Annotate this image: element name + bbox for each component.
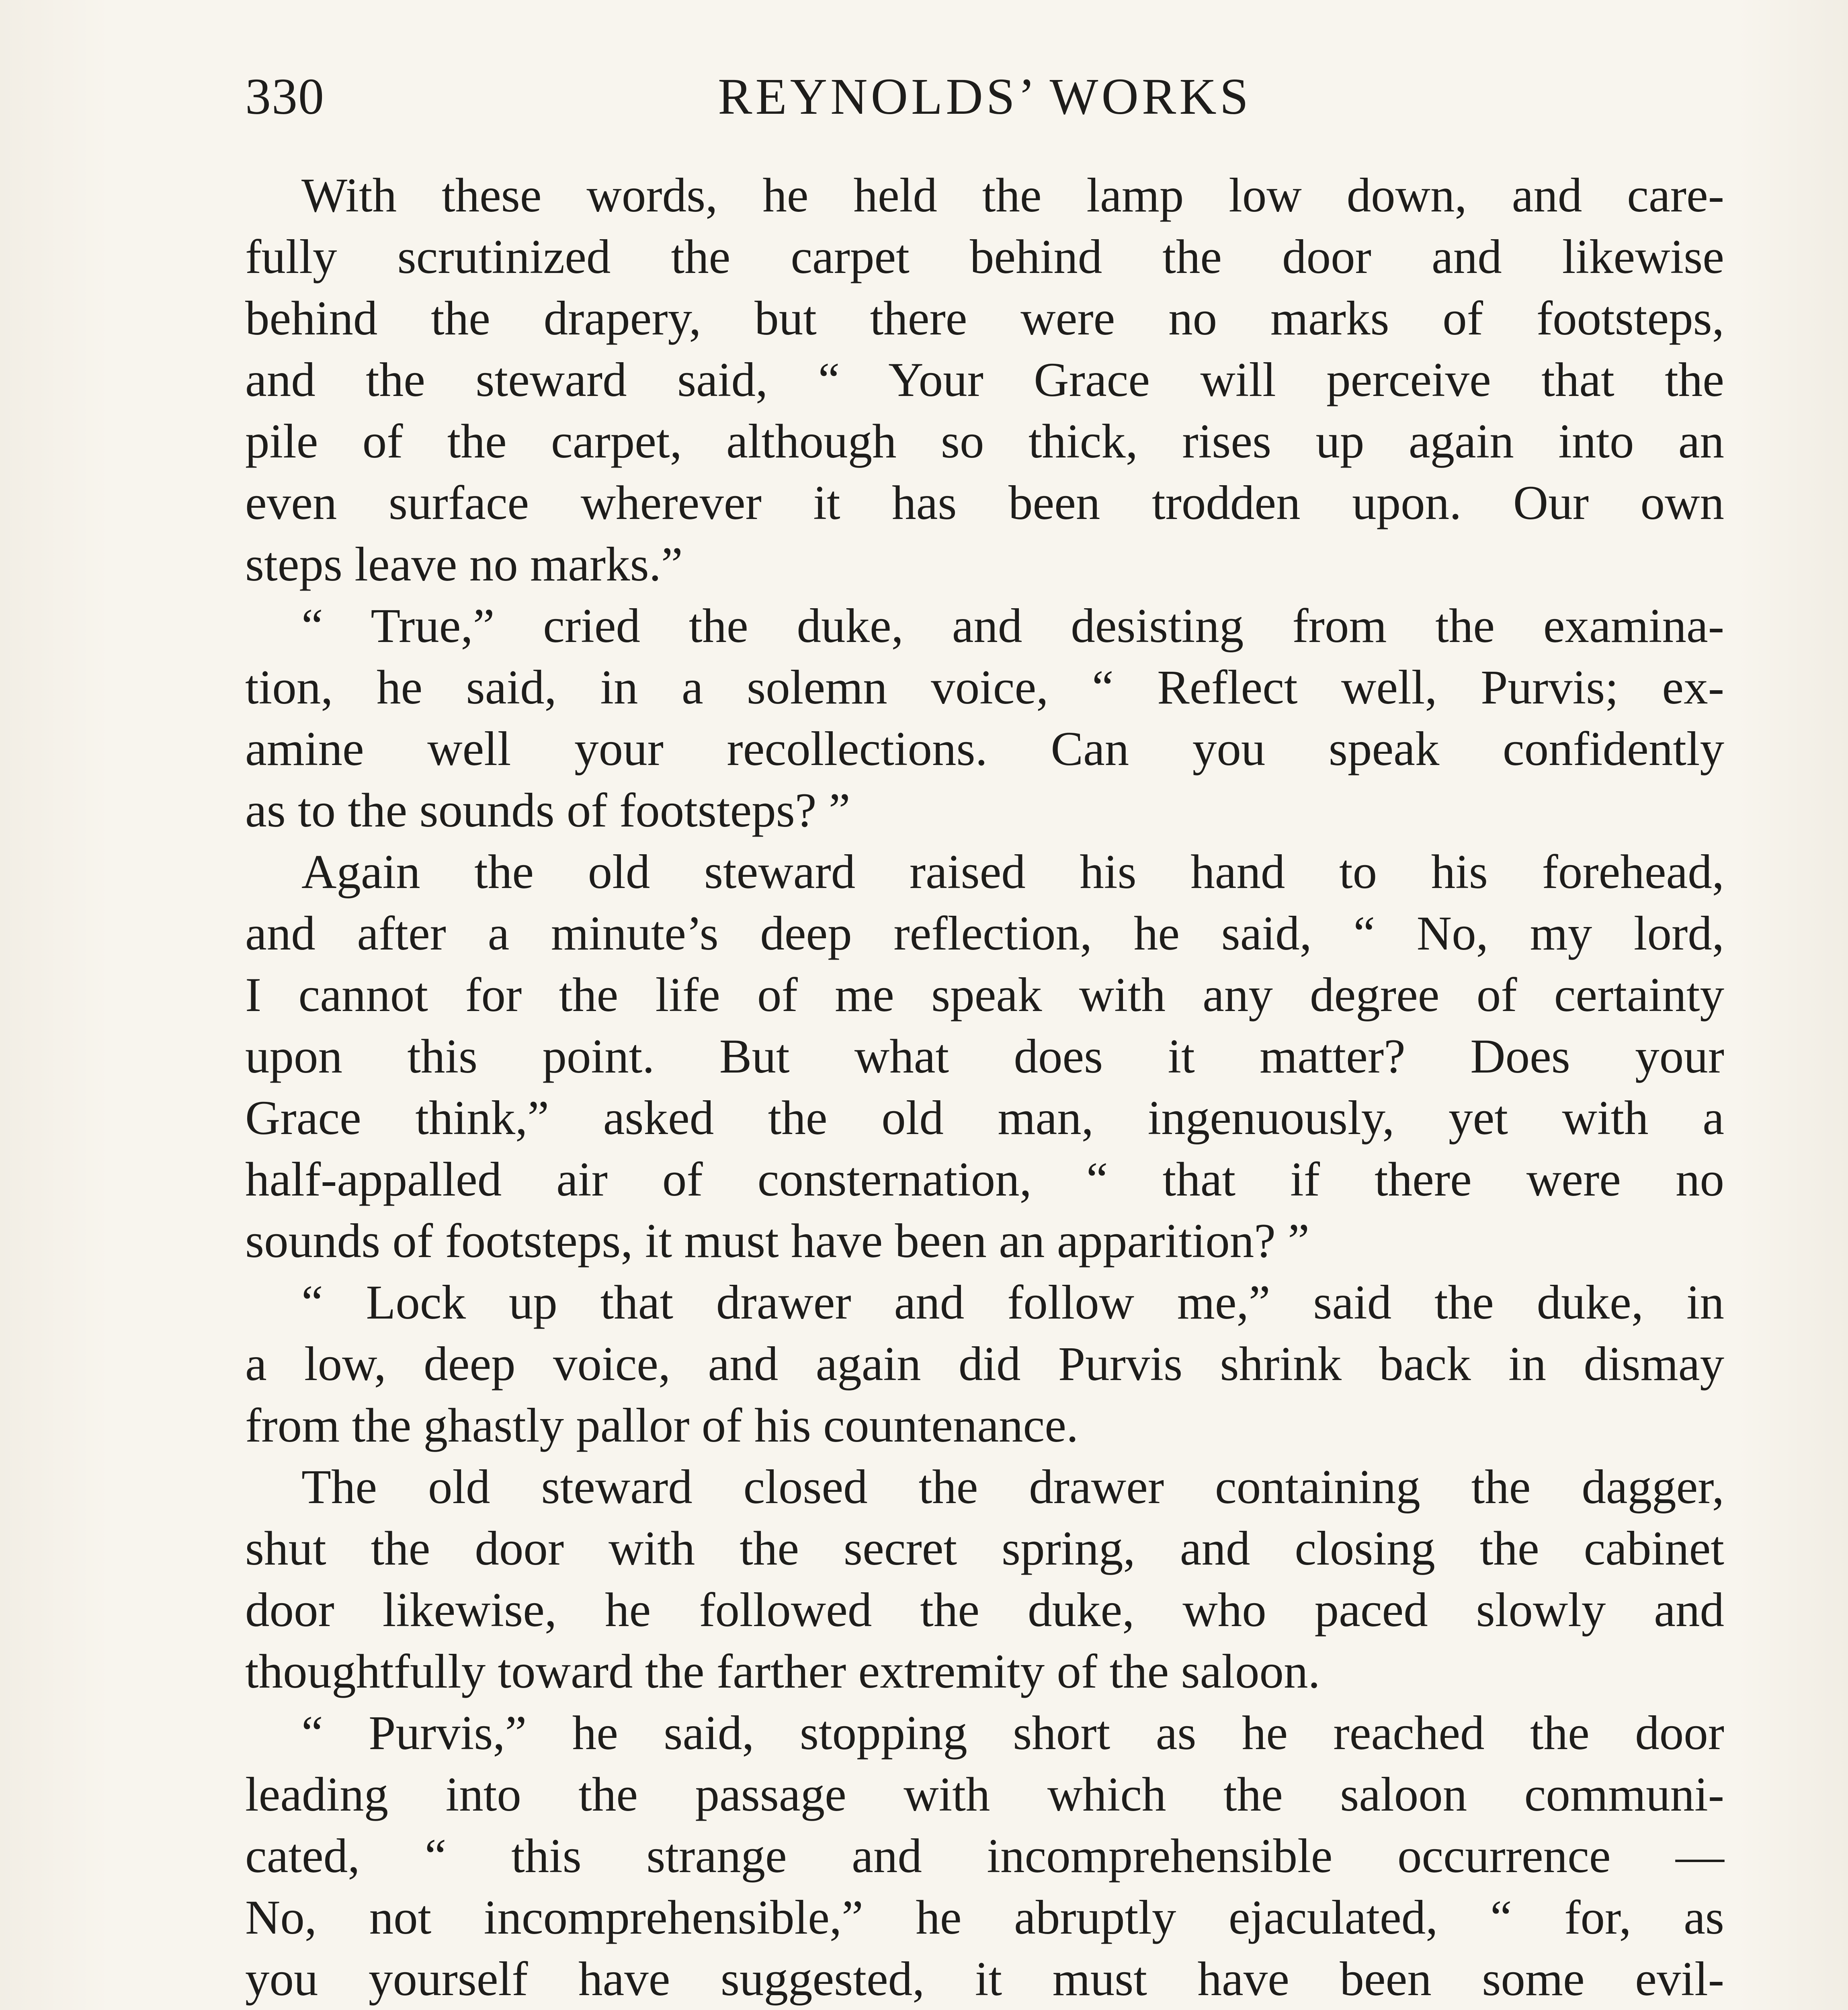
text-line: I cannot for the life of me speak with any degree of certainty [245, 968, 1724, 1022]
text-line: even surface wherever it has been trodden upon. Our own [245, 476, 1724, 530]
text-line: and the steward said, “ Your Grace will perceive that the [245, 353, 1724, 407]
text-line: “ Lock up that drawer and follow me,” said the duke, in [301, 1276, 1724, 1329]
text-line: as to the sounds of footsteps? ” [245, 783, 850, 837]
running-title: REYNOLDS’ WORKS [718, 68, 1252, 125]
text-line: leading into the passage with which the saloon communi- [245, 1768, 1724, 1821]
text-line: Again the old steward raised his hand to his forehead, [301, 845, 1724, 899]
text-line: “ Purvis,” he said, stopping short as he reached the door [301, 1706, 1724, 1760]
text-line: No, not incomprehensible,” he abruptly ejaculated, “ for, as [245, 1891, 1724, 1944]
text-line: steps leave no marks.” [245, 537, 683, 591]
page-number: 330 [245, 68, 325, 125]
text-line: The old steward closed the drawer containing the dagger, [301, 1460, 1724, 1514]
text-line: upon this point. But what does it matter? Does your [245, 1030, 1724, 1083]
text-line: sounds of footsteps, it must have been an apparition? ” [245, 1214, 1309, 1268]
text-line: cated, “ this strange and incomprehensible occurrence — [245, 1829, 1724, 1883]
text-line: and after a minute’s deep reflection, he said, “ No, my lord, [245, 907, 1724, 960]
text-line: from the ghastly pallor of his countenance. [245, 1399, 1079, 1452]
body-text [245, 165, 1724, 2010]
text-line: shut the door with the secret spring, and closing the cabinet [245, 1522, 1724, 1575]
text-line: pile of the carpet, although so thick, rises up again into an [245, 414, 1724, 468]
text-line: With these words, he held the lamp low down, and care- [301, 168, 1724, 222]
text-line: you yourself have suggested, it must have been some evil- [245, 1952, 1724, 2006]
text-line: fully scrutinized the carpet behind the door and likewise [245, 230, 1724, 284]
text-line: behind the drapery, but there were no marks of footsteps, [245, 291, 1724, 345]
text-line: thoughtfully toward the farther extremity of the saloon. [245, 1645, 1320, 1698]
text-line: Grace think,” asked the old man, ingenuously, yet with a [245, 1091, 1724, 1145]
text-line: door likewise, he followed the duke, who paced slowly and [245, 1583, 1724, 1637]
text-line: half-appalled air of consternation, “ that if there were no [245, 1153, 1724, 1206]
text-line: a low, deep voice, and again did Purvis shrink back in dismay [245, 1337, 1724, 1391]
running-head [245, 60, 1724, 133]
text-line: tion, he said, in a solemn voice, “ Reflect well, Purvis; ex- [245, 660, 1724, 714]
text-line: “ True,” cried the duke, and desisting from the examina- [301, 599, 1724, 653]
text-line: amine well your recollections. Can you speak confidently [245, 722, 1724, 776]
